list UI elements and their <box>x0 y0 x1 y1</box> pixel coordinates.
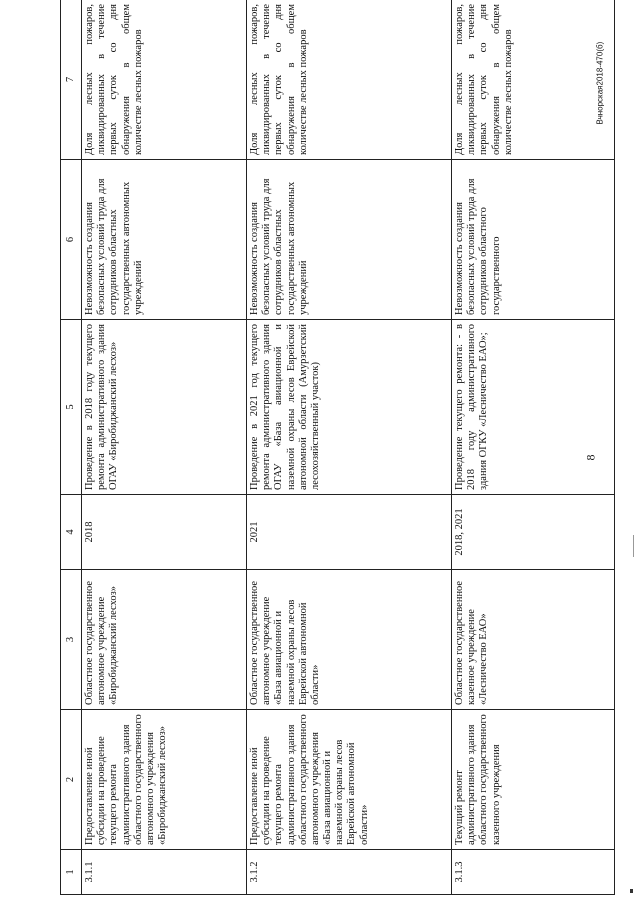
measure-name: Предоставление иной субсидии на проведение текущего ремонта административного здания областного государственного автономного учреждения «Биробиджанский лесхоз» <box>82 710 247 850</box>
column-header-6: 6 <box>61 160 82 320</box>
expected-result: Проведение в 2021 год текущего ремонта административного здания ОГАУ «База авиационной и наземной охраны лесов Еврейской автономной области (Амурзетский лесохозяйственный участок) <box>247 320 452 495</box>
table-row <box>452 0 615 895</box>
consequences: Невозможность создания безопасных условий труда для сотрудников областных государственных автономных учреждений <box>82 160 247 320</box>
page-number: 8 <box>583 454 598 461</box>
expected-result: Проведение в 2018 году текущего ремонта административного здания ОГАУ «Биробиджанский лесхоз» <box>82 320 247 495</box>
rotated-table-sheet <box>60 0 615 895</box>
executor: Областное государственное казенное учреждение «Лесничество ЕАО» <box>452 570 615 710</box>
measure-name: Текущий ремонт административного здания областного государственного казенного учреждения <box>452 710 615 850</box>
consequences: Невозможность создания безопасных условий труда для сотрудников областного государственного <box>452 160 615 320</box>
indicator: Доля лесных пожаров, ликвидированных в течение первых суток со дня обнаружения в общем количестве лесных пожаров <box>452 0 615 160</box>
scan-mark <box>630 889 633 893</box>
table-row <box>247 0 452 895</box>
column-header-5: 5 <box>61 320 82 495</box>
column-header-7: 7 <box>61 0 82 160</box>
row-number: 3.1.1 <box>82 850 247 895</box>
table-row <box>82 0 247 895</box>
executor: Областное государственное автономное учреждение «Биробиджанский лесхоз» <box>82 570 247 710</box>
period: 2018, 2021 <box>452 495 615 570</box>
margin-mark <box>633 535 634 557</box>
column-header-3: 3 <box>61 570 82 710</box>
column-header-2: 2 <box>61 710 82 850</box>
executor: Областное государственное автономное учреждение «База авиационной и наземной охраны лесов Еврейской автономной области» <box>247 570 452 710</box>
consequences: Невозможность создания безопасных условий труда для сотрудников областных государственных автономных учреждений <box>247 160 452 320</box>
row-number: 3.1.3 <box>452 850 615 895</box>
period: 2018 <box>82 495 247 570</box>
measures-table <box>60 0 615 895</box>
expected-result: Проведение текущего ремонта: - в 2018 году административного здания ОГКУ «Лесничество ЕАО»; <box>452 320 615 495</box>
table-header-row <box>61 0 82 895</box>
column-header-1: 1 <box>61 850 82 895</box>
period: 2021 <box>247 495 452 570</box>
indicator: Доля лесных пожаров, ликвидированных в течение первых суток со дня обнаружения в общем количестве лесных пожаров <box>247 0 452 160</box>
document-id: Вчнорская2018-470(б) <box>595 41 605 125</box>
column-header-4: 4 <box>61 495 82 570</box>
row-number: 3.1.2 <box>247 850 452 895</box>
measure-name: Предоставление иной субсидии на проведение текущего ремонта административного здания областного государственного автономного учреждения «База авиационной и наземной охраны лесов Еврейской автономной области» <box>247 710 452 850</box>
indicator: Доля лесных пожаров, ликвидированных в течение первых суток со дня обнаружения в общем количестве лесных пожаров <box>82 0 247 160</box>
